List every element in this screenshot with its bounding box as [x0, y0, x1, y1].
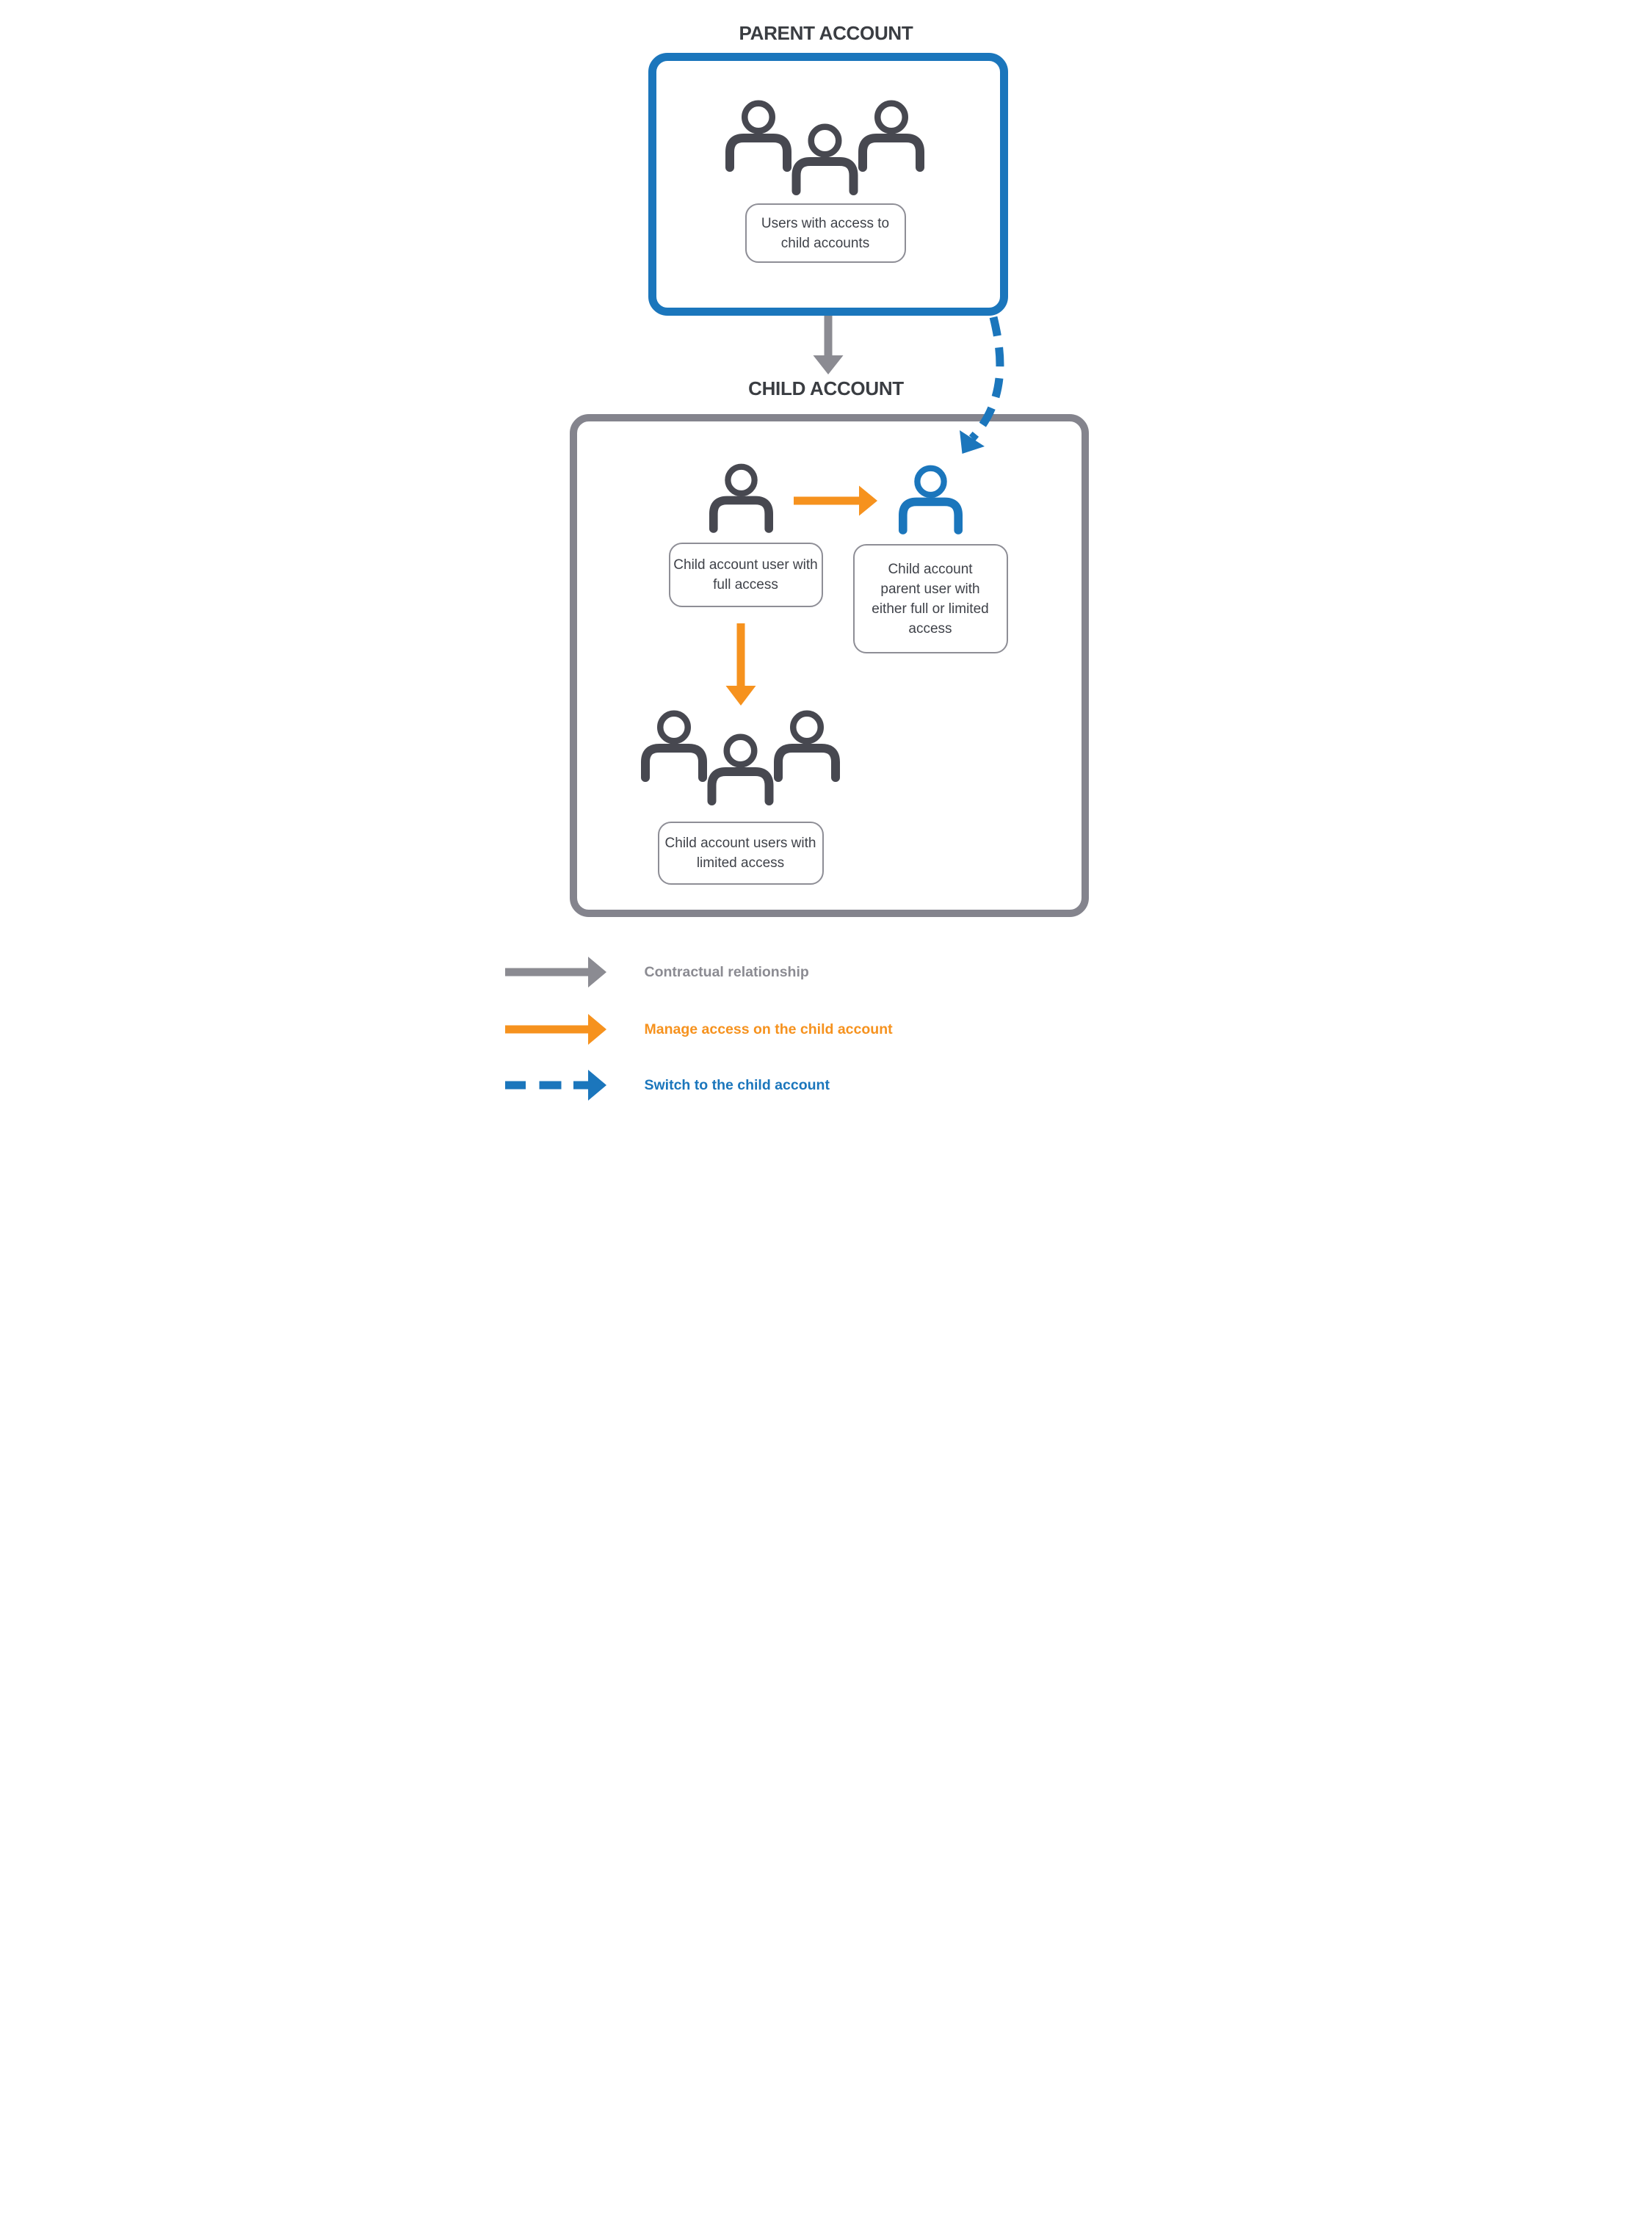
legend-item-switch-account: [505, 1068, 830, 1102]
parent-user-callout-text: Child account parent user with either full or limited access: [872, 561, 989, 637]
parent-users-callout: [745, 203, 906, 263]
limited-users-callout: [658, 822, 824, 885]
child-account-title: CHILD ACCOUNT: [748, 377, 904, 399]
full-access-user-callout: [669, 543, 823, 607]
limited-users-group-icon: [641, 710, 840, 805]
solid-orange-arrow-icon: [505, 1012, 608, 1046]
contractual-arrow: [813, 316, 843, 374]
legend-label-switch-account: Switch to the child account: [644, 1076, 830, 1093]
account-hierarchy-diagram: [413, 0, 1239, 1116]
full-access-user-callout-text: Child account user with full access: [673, 557, 818, 593]
dashed-blue-arrow-icon: [505, 1068, 608, 1102]
users-group-icon: [725, 100, 924, 195]
limited-users-callout-text: Child account users with limited access: [664, 836, 816, 871]
parent-user-callout: [853, 544, 1008, 653]
legend-label-manage-access: Manage access on the child account: [644, 1021, 893, 1037]
parent-user-icon: [899, 465, 963, 535]
legend-label-contractual: Contractual relationship: [644, 963, 809, 980]
legend-item-contractual: [505, 955, 809, 989]
legend-item-manage-access: [505, 1012, 893, 1046]
solid-gray-arrow-icon: [505, 955, 608, 989]
parent-account-title: PARENT ACCOUNT: [739, 22, 913, 44]
full-access-user-icon: [709, 463, 773, 533]
child-account-box: [570, 414, 1089, 917]
parent-users-callout-text: Users with access to child accounts: [761, 215, 890, 251]
